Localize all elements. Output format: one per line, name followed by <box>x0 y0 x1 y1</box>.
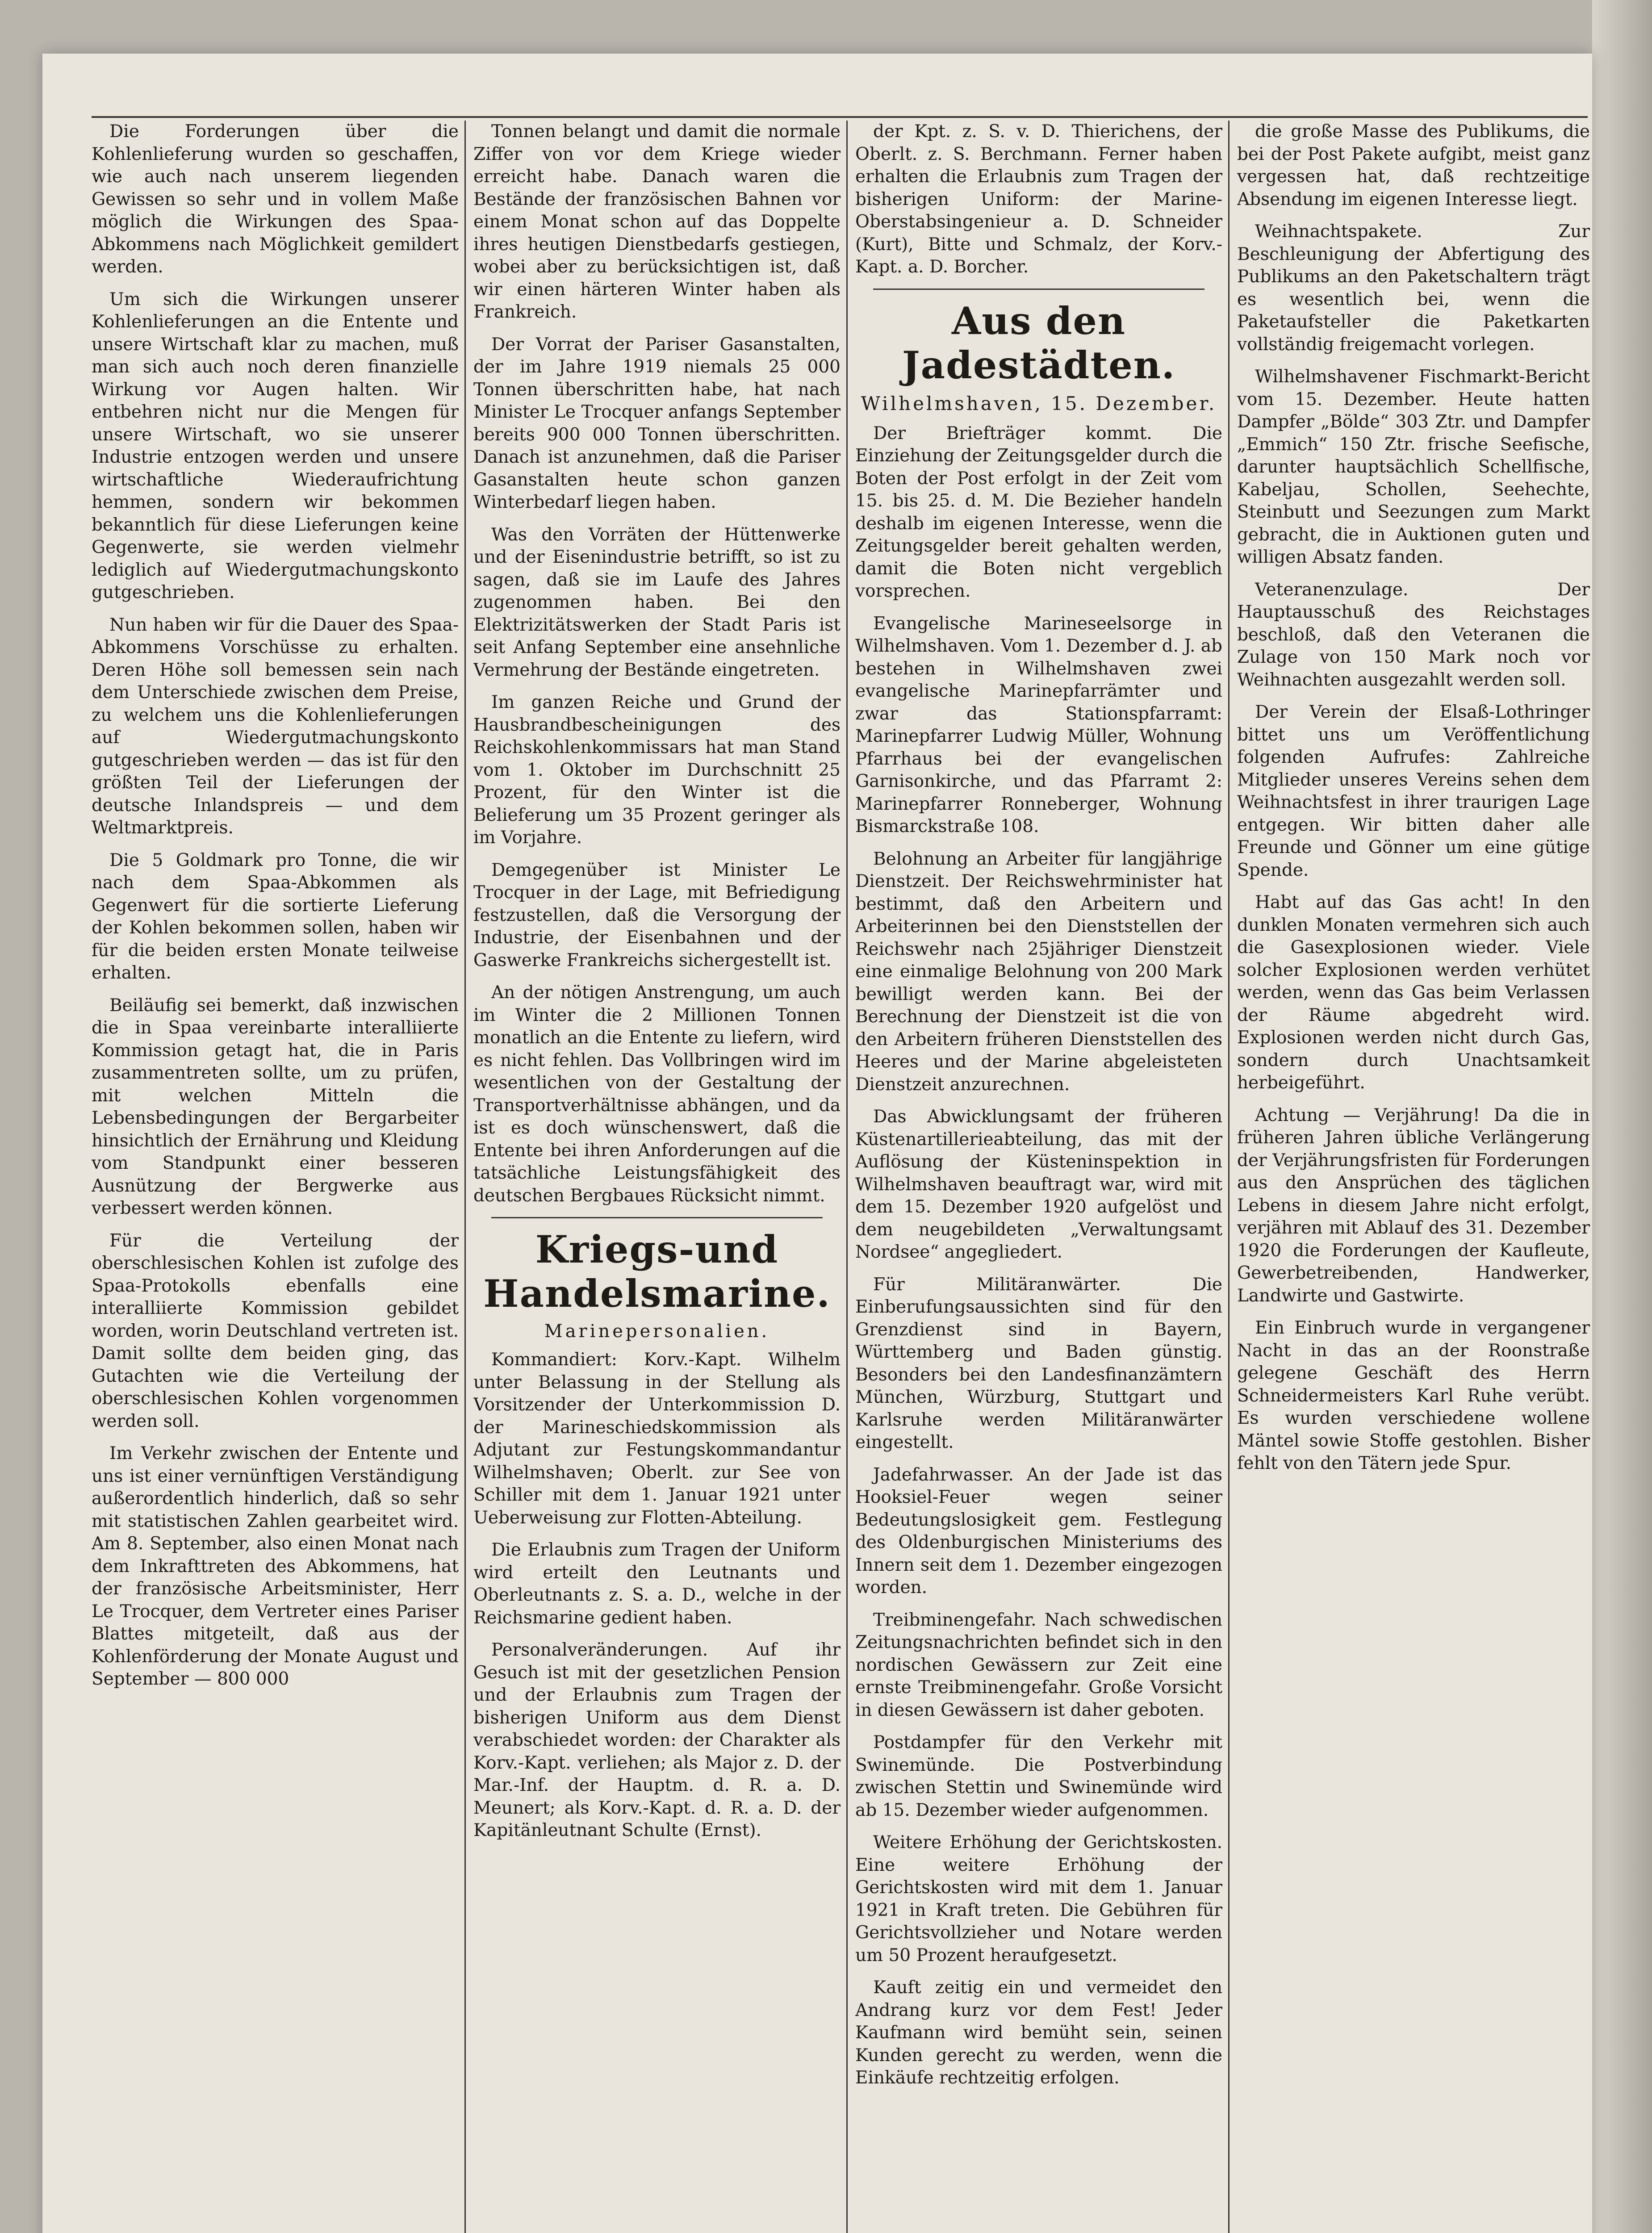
column-rule <box>464 121 466 2233</box>
column-3 <box>855 121 1222 2233</box>
article-paragraph: Evangelische Marineseelsorge in Wilhelmshaven. Vom 1. Dezember d. J. ab bestehen in Wilhelmshaven zwei evangelische Marinepfarrämter und zwar das Stationspfarramt: Marinepfarrer Ludwig Müller, Wohnung Pfarrhaus bei der evangelischen Garnisonkirche, und das Pfarramt 2: Marinepfarrer Ronneberger, Wohnung Bismarckstraße 108. <box>855 613 1222 836</box>
article-paragraph: Für Militäranwärter. Die Einberufungsaussichten sind für den Grenzdienst sind in Bayern, Württemberg und Baden günstig. Besonders bei den Landesfinanzämtern München, Würzburg, Stuttgart und Karlsruhe werden Militäranwärter eingestellt. <box>855 1274 1222 1452</box>
article-paragraph: Das Abwicklungsamt der früheren Küstenartillerieabteilung, das mit der Auflösung der Küsteninspektion in Wilhelmshaven beauftragt war, wird mit dem 15. Dezember 1920 aufgelöst und dem neugebildeten „Verwaltungsamt Nordsee“ angegliedert. <box>855 1107 1222 1262</box>
article-paragraph: Postdampfer für den Verkehr mit Swinemünde. Die Postverbindung zwischen Stettin und Swinemünde wird ab 15. Dezember wieder aufgenommen. <box>855 1732 1222 1820</box>
article-paragraph: Die Forderungen über die Kohlenlieferung wurden so geschaffen, wie auch nach unserem liegenden Gewissen so sehr und in vollem Maße möglich die Wirkungen des Spaa-Abkommens nach Möglichkeit gemildert werden. <box>92 121 459 277</box>
article-paragraph: Wilhelmshavener Fischmarkt-Bericht vom 15. Dezember. Heute hatten Dampfer „Bölde“ 303 Ztr. und Dampfer „Emmich“ 150 Ztr. frische Seefische, darunter hauptsächlich Schellfische, Kabeljau, Schollen, Seehechte, Steinbutt und Seezungen zum Markt gebracht, die in Auktionen guten und willigen Absatz fanden. <box>1237 367 1590 567</box>
section-separator <box>873 289 1204 290</box>
article-paragraph: Personalveränderungen. Auf ihr Gesuch ist mit der gesetzlichen Pension und der Erlaubnis zum Tragen der bisherigen Uniform aus dem Dienst verabschiedet worden: der Charakter als Korv.-Kapt. verliehen; als Major z. D. der Mar.-Inf. der Hauptm. d. R. a. D. Meunert; als Korv.-Kapt. d. R. a. D. der Kapitänleutnant Schulte (Ernst). <box>473 1640 841 1840</box>
section-separator <box>491 1217 823 1218</box>
article-paragraph: Jadefahrwasser. An der Jade ist das Hooksiel-Feuer wegen seiner Bedeutungslosigkeit gem. Festlegung des Oldenburgischen Ministeriums des Innern seit dem 1. Dezember eingezogen worden. <box>855 1464 1222 1597</box>
article-paragraph: Veteranenzulage. Der Hauptausschuß des Reichstages beschloß, daß den Veteranen die Zulage von 150 Mark noch vor Weihnachten ausgezahlt werden soll. <box>1237 579 1590 690</box>
article-paragraph: Nun haben wir für die Dauer des Spaa-Abkommens Vorschüsse zu erhalten. Deren Höhe soll bemessen sein nach dem Unterschiede zwischen dem Preise, zu welchem uns die Kohlenlieferungen auf Wiedergutmachungskonto gutgeschrieben werden — das ist für den größten Teil der Lieferungen der deutsche Inlandspreis — und dem Weltmarktpreis. <box>92 615 459 838</box>
article-paragraph: Habt auf das Gas acht! In den dunklen Monaten vermehren sich auch die Gasexplosionen wieder. Viele solcher Explosionen werden verhütet werden, wenn das Gas beim Verlassen der Räume abgedreht wird. Explosionen werden nicht durch Gas, sondern durch Unachtsamkeit herbeigeführt. <box>1237 892 1590 1093</box>
top-rule <box>92 116 1588 118</box>
column-rule <box>846 121 848 2233</box>
article-paragraph: Tonnen belangt und damit die normale Ziffer von vor dem Kriege wieder erreicht habe. Danach waren die Bestände der französischen Bahnen vor einem Monat schon auf das Doppelte ihres heutigen Dienstbedarfs gestiegen, wobei aber zu berücksichtigen ist, daß wir einen härteren Winter haben als Frankreich. <box>473 121 841 322</box>
section-title-marine: Kriegs-und Handelsmarine. <box>483 1227 831 1316</box>
article-paragraph: Im Verkehr zwischen der Entente und uns ist einer vernünftigen Verständigung außerordentlich hinderlich, daß so sehr mit statistischen Zahlen gearbeitet wird. Am 8. September, also einen Monat nach dem Inkrafttreten des Abkommens, hat der französische Arbeitsminister, Herr Le Trocquer, dem Vertreter eines Pariser Blattes mitgeteilt, daß aus der Kohlenförderung der Monate August und September — 800 000 <box>92 1443 459 1689</box>
article-paragraph: Weitere Erhöhung der Gerichtskosten. Eine weitere Erhöhung der Gerichtskosten wird mit dem 1. Januar 1921 in Kraft treten. Die Gebühren für Gerichtsvollzieher und Notare werden um 50 Prozent heraufgesetzt. <box>855 1832 1222 1965</box>
article-paragraph: Weihnachtspakete. Zur Beschleunigung der Abfertigung des Publikums an den Paketschaltern trägt es wesentlich bei, wenn die Paketaufsteller die Paketkarten vollständig freigemacht vorlegen. <box>1237 222 1590 355</box>
article-paragraph: Ein Einbruch wurde in vergangener Nacht in das an der Roonstraße gelegene Geschäft des Herrn Schneidermeisters Karl Ruhe verübt. Es wurden verschiedene wollene Mäntel sowie Stoffe gestohlen. Bisher fehlt von den Tätern jede Spur. <box>1237 1318 1590 1473</box>
column-rule <box>1228 121 1230 2233</box>
article-paragraph: Für die Verteilung der oberschlesischen Kohlen ist zufolge des Spaa-Protokolls ebenfalls eine interalliierte Kommission gebildet worden, worin Deutschland vertreten ist. Damit sollte dem beiden ging, das Gutachten wie die Verteilung der oberschlesischen Kohlen vorgenommen werden soll. <box>92 1230 459 1431</box>
dateline: Wilhelmshaven, 15. Dezember. <box>861 392 1217 414</box>
page-edge <box>1592 0 1652 2233</box>
newspaper-page <box>42 54 1592 2233</box>
article-paragraph: Der Briefträger kommt. Die Einziehung der Zeitungsgelder durch die Boten der Post erfolgt in der Zeit vom 15. bis 25. d. M. Die Bezieher handeln deshalb im eigenen Interesse, wenn die Zeitungsgelder bereit gehalten werden, damit die Boten nicht vergeblich vorsprechen. <box>855 423 1222 601</box>
article-paragraph: Was den Vorräten der Hüttenwerke und der Eisenindustrie betrifft, so ist zu sagen, daß sie im Laufe des Jahres zugenommen haben. Bei den Elektrizitätswerken der Stadt Paris ist seit Anfang September eine ansehnliche Vermehrung der Bestände eingetreten. <box>473 524 841 680</box>
article-paragraph: Belohnung an Arbeiter für langjährige Dienstzeit. Der Reichswehrminister hat bestimmt, daß den Arbeitern und Arbeiterinnen bei den Dienststellen der Reichswehr nach 25jähriger Dienstzeit eine einmalige Belohnung von 200 Mark bewilligt werden kann. Bei der Berechnung der Dienstzeit ist die von den Arbeitern früheren Dienststellen des Heeres und der Marine abgeleisteten Dienstzeit anzurechnen. <box>855 849 1222 1095</box>
section-title-jadestaedten: Aus den Jadestädten. <box>902 298 1176 387</box>
article-paragraph: der Kpt. z. S. v. D. Thierichens, der Oberlt. z. S. Berchmann. Ferner haben erhalten die Erlaubnis zum Tragen der bisherigen Uniform: der Marine-Oberstabsingenieur a. D. Schneider (Kurt), Bitte und Schmalz, der Korv.-Kapt. a. D. Borcher. <box>855 121 1222 277</box>
article-paragraph: Die Erlaubnis zum Tragen der Uniform wird erteilt den Leutnants und Oberleutnants z. S. a. D., welche in der Reichsmarine gedient haben. <box>473 1540 841 1628</box>
article-paragraph: Der Verein der Elsaß-Lothringer bittet uns um Veröffentlichung folgenden Aufrufes: Zahlreiche Mitglieder unseres Vereins sehen dem Weihnachtsfest in ihrer traurigen Lage entgegen. Wir bitten daher alle Freunde und Gönner um eine gütige Spende. <box>1237 702 1590 880</box>
article-paragraph: Beiläufig sei bemerkt, daß inzwischen die in Spaa vereinbarte interalliierte Kommission getagt hat, die in Paris zusammentreten sollte, um zu prüfen, mit welchen Mitteln die Lebensbedingungen der Bergarbeiter hinsichtlich der Ernährung und Kleidung vom Standpunkt einer besseren Ausnützung der Bergwerke aus verbessert werden können. <box>92 995 459 1218</box>
article-paragraph: Achtung — Verjährung! Da die in früheren Jahren übliche Verlängerung der Verjährungsfristen für Forderungen aus den Ansprüchen des täglichen Lebens in diesem Jahre nicht erfolgt, verjähren mit Ablauf des 31. Dezember 1920 die Forderungen der Kaufleute, Gewerbetreibenden, Handwerker, Landwirte und Gastwirte. <box>1237 1105 1590 1306</box>
article-paragraph: An der nötigen Anstrengung, um auch im Winter die 2 Millionen Tonnen monatlich an die Entente zu liefern, wird es nicht fehlen. Das Vollbringen wird im wesentlichen von der Gestaltung der Transportverhältnisse abhängen, und da ist es doch wünschenswert, daß die Entente bei ihren Anforderungen auf die tatsächliche Leistungsfähigkeit des deutschen Bergbaues Rücksicht nimmt. <box>473 983 841 1206</box>
article-paragraph: Um sich die Wirkungen unserer Kohlenlieferungen an die Entente und unsere Wirtschaft klar zu machen, muß man sich auch noch deren finanzielle Wirkung vor Augen halten. Wir entbehren nicht nur die Mengen für unsere Wirtschaft, wo sie unserer Industrie entzogen werden und unsere wirtschaftliche Wiederaufrichtung hemmen, sondern wir bekommen bekanntlich für diese Lieferungen keine Gegenwerte, sie werden vielmehr lediglich auf Wiedergutmachungskonto gutgeschrieben. <box>92 289 459 602</box>
article-paragraph: die große Masse des Publikums, die bei der Post Pakete aufgibt, meist ganz vergessen hat, daß rechtzeitige Absendung im eigenen Interesse liegt. <box>1237 121 1590 209</box>
article-paragraph: Treibminengefahr. Nach schwedischen Zeitungsnachrichten befindet sich in den nordischen Gewässern zur Zeit eine ernste Treibminengefahr. Große Vorsicht in diesen Gewässern ist daher geboten. <box>855 1610 1222 1720</box>
article-paragraph: Demgegenüber ist Minister Le Trocquer in der Lage, mit Befriedigung festzustellen, daß die Versorgung der Industrie, der Eisenbahnen und der Gaswerke Frankreichs sichergestellt ist. <box>473 860 841 970</box>
article-paragraph: Kommandiert: Korv.-Kapt. Wilhelm unter Belassung in der Stellung als Vorsitzender der Unterkommission D. der Marineschiedskommission als Adjutant zur Festungskommandantur Wilhelmshaven; Oberlt. zur See von Schiller mit dem 1. Januar 1921 unter Ueberweisung zur Flotten-Abteilung. <box>473 1350 841 1528</box>
article-paragraph: Kauft zeitig ein und vermeidet den Andrang kurz vor dem Fest! Jeder Kaufmann wird bemüht sein, seinen Kunden gerecht zu werden, wenn die Einkäufe rechtzeitig erfolgen. <box>855 1978 1222 2088</box>
column-2 <box>473 121 841 2233</box>
column-4 <box>1237 121 1590 2233</box>
article-paragraph: Die 5 Goldmark pro Tonne, die wir nach dem Spaa-Abkommen als Gegenwert für die sortierte Lieferung der Kohlen bekommen sollen, haben wir für die beiden ersten Monate teilweise erhalten. <box>92 850 459 983</box>
section-subtitle: Marinepersonalien. <box>544 1321 770 1342</box>
article-paragraph: Der Vorrat der Pariser Gasanstalten, der im Jahre 1919 niemals 25 000 Tonnen überschritten habe, hat nach Minister Le Trocquer anfangs September bereits 900 000 Tonnen überschritten. Danach ist anzunehmen, daß die Pariser Gasanstalten heute schon ganzen Winterbedarf liegen haben. <box>473 334 841 512</box>
column-1 <box>92 121 459 2233</box>
article-paragraph: Im ganzen Reiche und Grund der Hausbrandbescheinigungen des Reichskohlenkommissars hat man Stand vom 1. Oktober im Durchschnitt 25 Prozent, für den Winter ist die Belieferung um 35 Prozent geringer als im Vorjahre. <box>473 692 841 848</box>
